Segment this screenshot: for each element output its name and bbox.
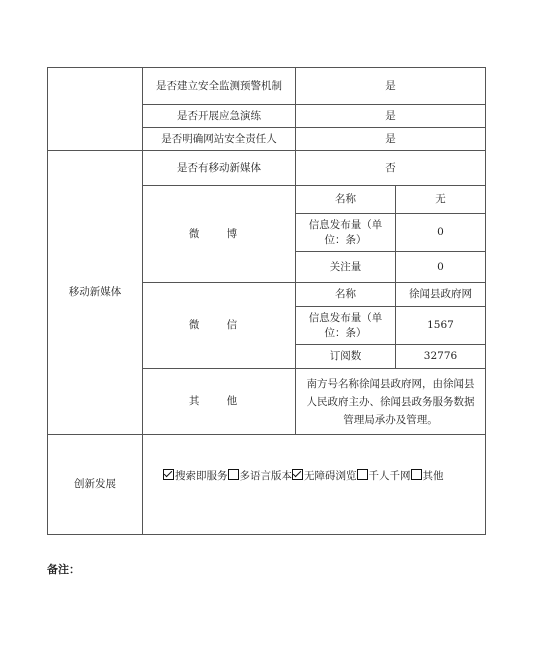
empty-cell xyxy=(48,68,143,151)
other-value: 南方号名称徐闻县政府网，由徐闻县人民政府主办、徐闻县政务服务数据管理局承办及管理。 xyxy=(296,369,486,435)
checkbox-checked-icon[interactable] xyxy=(163,469,174,480)
weibo-posts-value: 0 xyxy=(396,214,486,252)
note-label: 备注： xyxy=(47,563,80,576)
monitoring-warning-label: 是否建立安全监测预警机制 xyxy=(143,68,296,105)
responsible-person-label: 是否明确网站安全责任人 xyxy=(143,128,296,151)
weibo-follow-value: 0 xyxy=(396,252,486,283)
emergency-drill-label: 是否开展应急演练 xyxy=(143,105,296,128)
weibo-label: 微 博 xyxy=(143,186,296,283)
weibo-follow-label: 关注量 xyxy=(296,252,396,283)
wechat-label: 微 信 xyxy=(143,283,296,369)
weibo-name-label: 名称 xyxy=(296,186,396,214)
wechat-name-label: 名称 xyxy=(296,283,396,307)
monitoring-warning-value: 是 xyxy=(296,68,486,105)
checkbox-unchecked-icon[interactable] xyxy=(228,469,239,480)
wechat-subs-value: 32776 xyxy=(396,345,486,369)
option-personalized[interactable]: 千人千网 xyxy=(357,470,411,482)
wechat-name-value: 徐闻县政府网 xyxy=(396,283,486,307)
has-mobile-media-value: 否 xyxy=(296,151,486,186)
table-row xyxy=(48,151,486,186)
weibo-name-value: 无 xyxy=(396,186,486,214)
option-multilingual[interactable]: 多语言版本 xyxy=(228,470,293,482)
wechat-posts-label: 信息发布量（单位：条） xyxy=(296,307,396,345)
option-accessibility[interactable]: 无障碍浏览 xyxy=(292,470,357,482)
table-row xyxy=(48,68,486,105)
wechat-posts-value: 1567 xyxy=(396,307,486,345)
report-table xyxy=(47,67,486,535)
responsible-person-value: 是 xyxy=(296,128,486,151)
innovation-label: 创新发展 xyxy=(48,435,143,535)
checkbox-unchecked-icon[interactable] xyxy=(357,469,368,480)
emergency-drill-value: 是 xyxy=(296,105,486,128)
other-label: 其 他 xyxy=(143,369,296,435)
weibo-posts-label: 信息发布量（单位：条） xyxy=(296,214,396,252)
option-search-service[interactable]: 搜索即服务 xyxy=(163,470,228,482)
table-row xyxy=(48,435,486,535)
innovation-options xyxy=(143,435,486,535)
option-other[interactable]: 其他 xyxy=(411,470,444,482)
has-mobile-media-label: 是否有移动新媒体 xyxy=(143,151,296,186)
wechat-subs-label: 订阅数 xyxy=(296,345,396,369)
mobile-media-section-label: 移动新媒体 xyxy=(48,151,143,435)
checkbox-checked-icon[interactable] xyxy=(292,469,303,480)
checkbox-unchecked-icon[interactable] xyxy=(411,469,422,480)
